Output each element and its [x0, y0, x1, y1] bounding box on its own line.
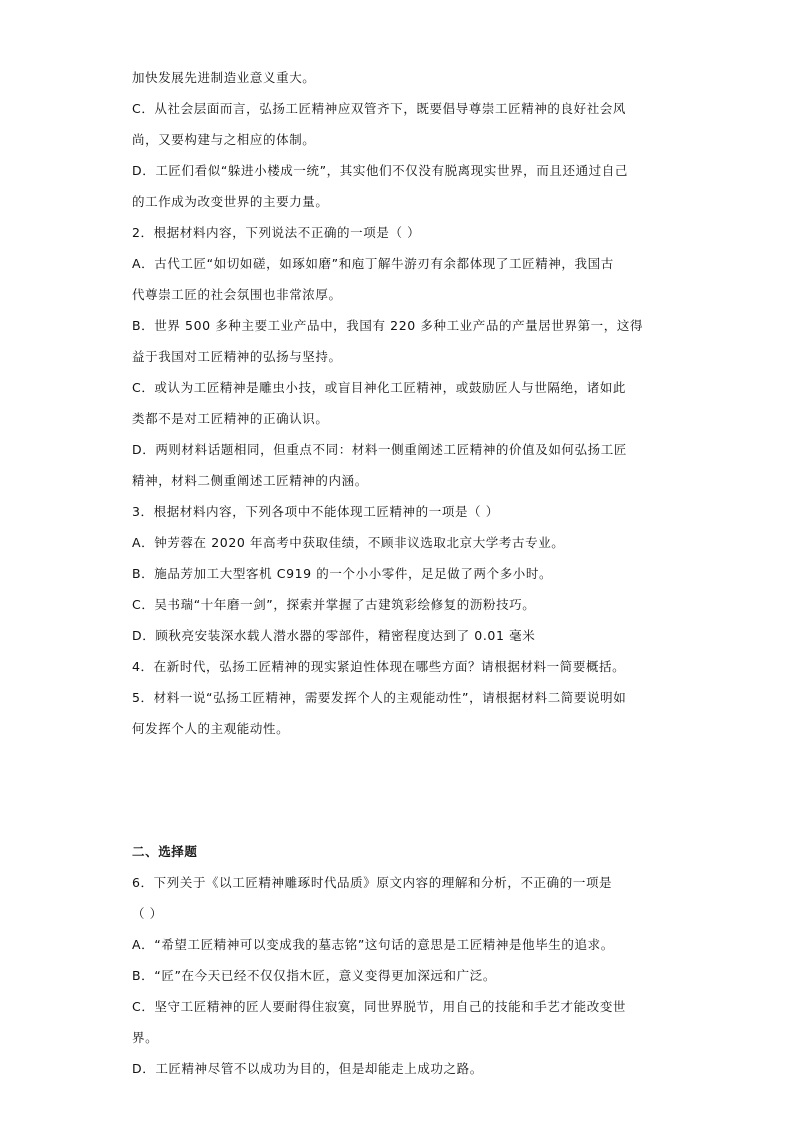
text-line: 类都不是对工匠精神的正确认识。 — [132, 411, 329, 426]
text-line: D．两则材料话题相同，但重点不同：材料一侧重阐述工匠精神的价值及如何弘扬工匠 — [132, 442, 627, 457]
text-line: 加快发展先进制造业意义重大。 — [132, 70, 316, 85]
text-line: C．坚守工匠精神的匠人要耐得住寂寞，同世界脱节，用自己的技能和手艺才能改变世 — [132, 999, 627, 1014]
text-line: D．工匠精神尽管不以成功为目的，但是却能走上成功之路。 — [132, 1061, 483, 1076]
text-line: 代尊崇工匠的社会氛围也非常浓厚。 — [132, 287, 342, 302]
text-line: A．“希望工匠精神可以变成我的墓志铭”这句话的意思是工匠精神是他毕生的追求。 — [132, 937, 614, 952]
text-line: （ ） — [132, 906, 163, 921]
text-line: 益于我国对工匠精神的弘扬与坚持。 — [132, 349, 342, 364]
text-line: A．钟芳蓉在 2020 年高考中获取佳绩，不顾非议选取北京大学考古专业。 — [132, 535, 565, 550]
text-line: 4．在新时代，弘扬工匠精神的现实紧迫性体现在哪些方面？请根据材料一简要概括。 — [132, 659, 626, 674]
text-line: D．顾秋亮安装深水载人潜水器的零部件，精密程度达到了 0.01 毫米 — [132, 628, 536, 643]
text-line: C．从社会层面而言，弘扬工匠精神应双管齐下，既要倡导尊崇工匠精神的良好社会风 — [132, 101, 627, 116]
text-line: B．“匠”在今天已经不仅仅指木匠，意义变得更加深远和广泛。 — [132, 968, 496, 983]
text-line: B．施品芳加工大型客机 C919 的一个小小零件，足足做了两个多小时。 — [132, 566, 553, 581]
text-line: B．世界 500 多种主要工业产品中，我国有 220 多种工业产品的产量居世界第一，这得 — [132, 318, 644, 333]
text-line: 6．下列关于《以工匠精神雕琢时代品质》原文内容的理解和分析，不正确的一项是 — [132, 875, 613, 890]
text-line: D．工匠们看似“躲进小楼成一统”，其实他们不仅没有脱离现实世界，而且还通过自己 — [132, 163, 628, 178]
text-line: 尚，又要构建与之相应的体制。 — [132, 132, 316, 147]
question-block-top — [132, 62, 664, 744]
text-line: 精神，材料二侧重阐述工匠精神的内涵。 — [132, 473, 368, 488]
document-content — [132, 62, 664, 1084]
text-line: 何发挥个人的主观能动性。 — [132, 721, 290, 736]
text-line: 3．根据材料内容，下列各项中不能体现工匠精神的一项是（ ） — [132, 504, 499, 519]
text-line: 5．材料一说“弘扬工匠精神，需要发挥个人的主观能动性”，请根据材料二简要说明如 — [132, 690, 627, 705]
text-line: 界。 — [132, 1030, 159, 1045]
text-line: 2．根据材料内容，下列说法不正确的一项是（ ） — [132, 225, 421, 240]
section-gap — [132, 744, 664, 836]
text-line: 的工作成为改变世界的主要力量。 — [132, 194, 329, 209]
section-title: 二、选择题 — [132, 844, 198, 859]
text-line: C．吴书瑞“十年磨一剑”，探索并掌握了古建筑彩绘修复的沥粉技巧。 — [132, 597, 536, 612]
text-line: C．或认为工匠精神是雕虫小技，或盲目神化工匠精神，或鼓励匠人与世隔绝，诸如此 — [132, 380, 627, 395]
text-line: A．古代工匠“如切如磋，如琢如磨”和庖丁解牛游刃有余都体现了工匠精神，我国古 — [132, 256, 614, 271]
question-block-bottom — [132, 867, 664, 1084]
